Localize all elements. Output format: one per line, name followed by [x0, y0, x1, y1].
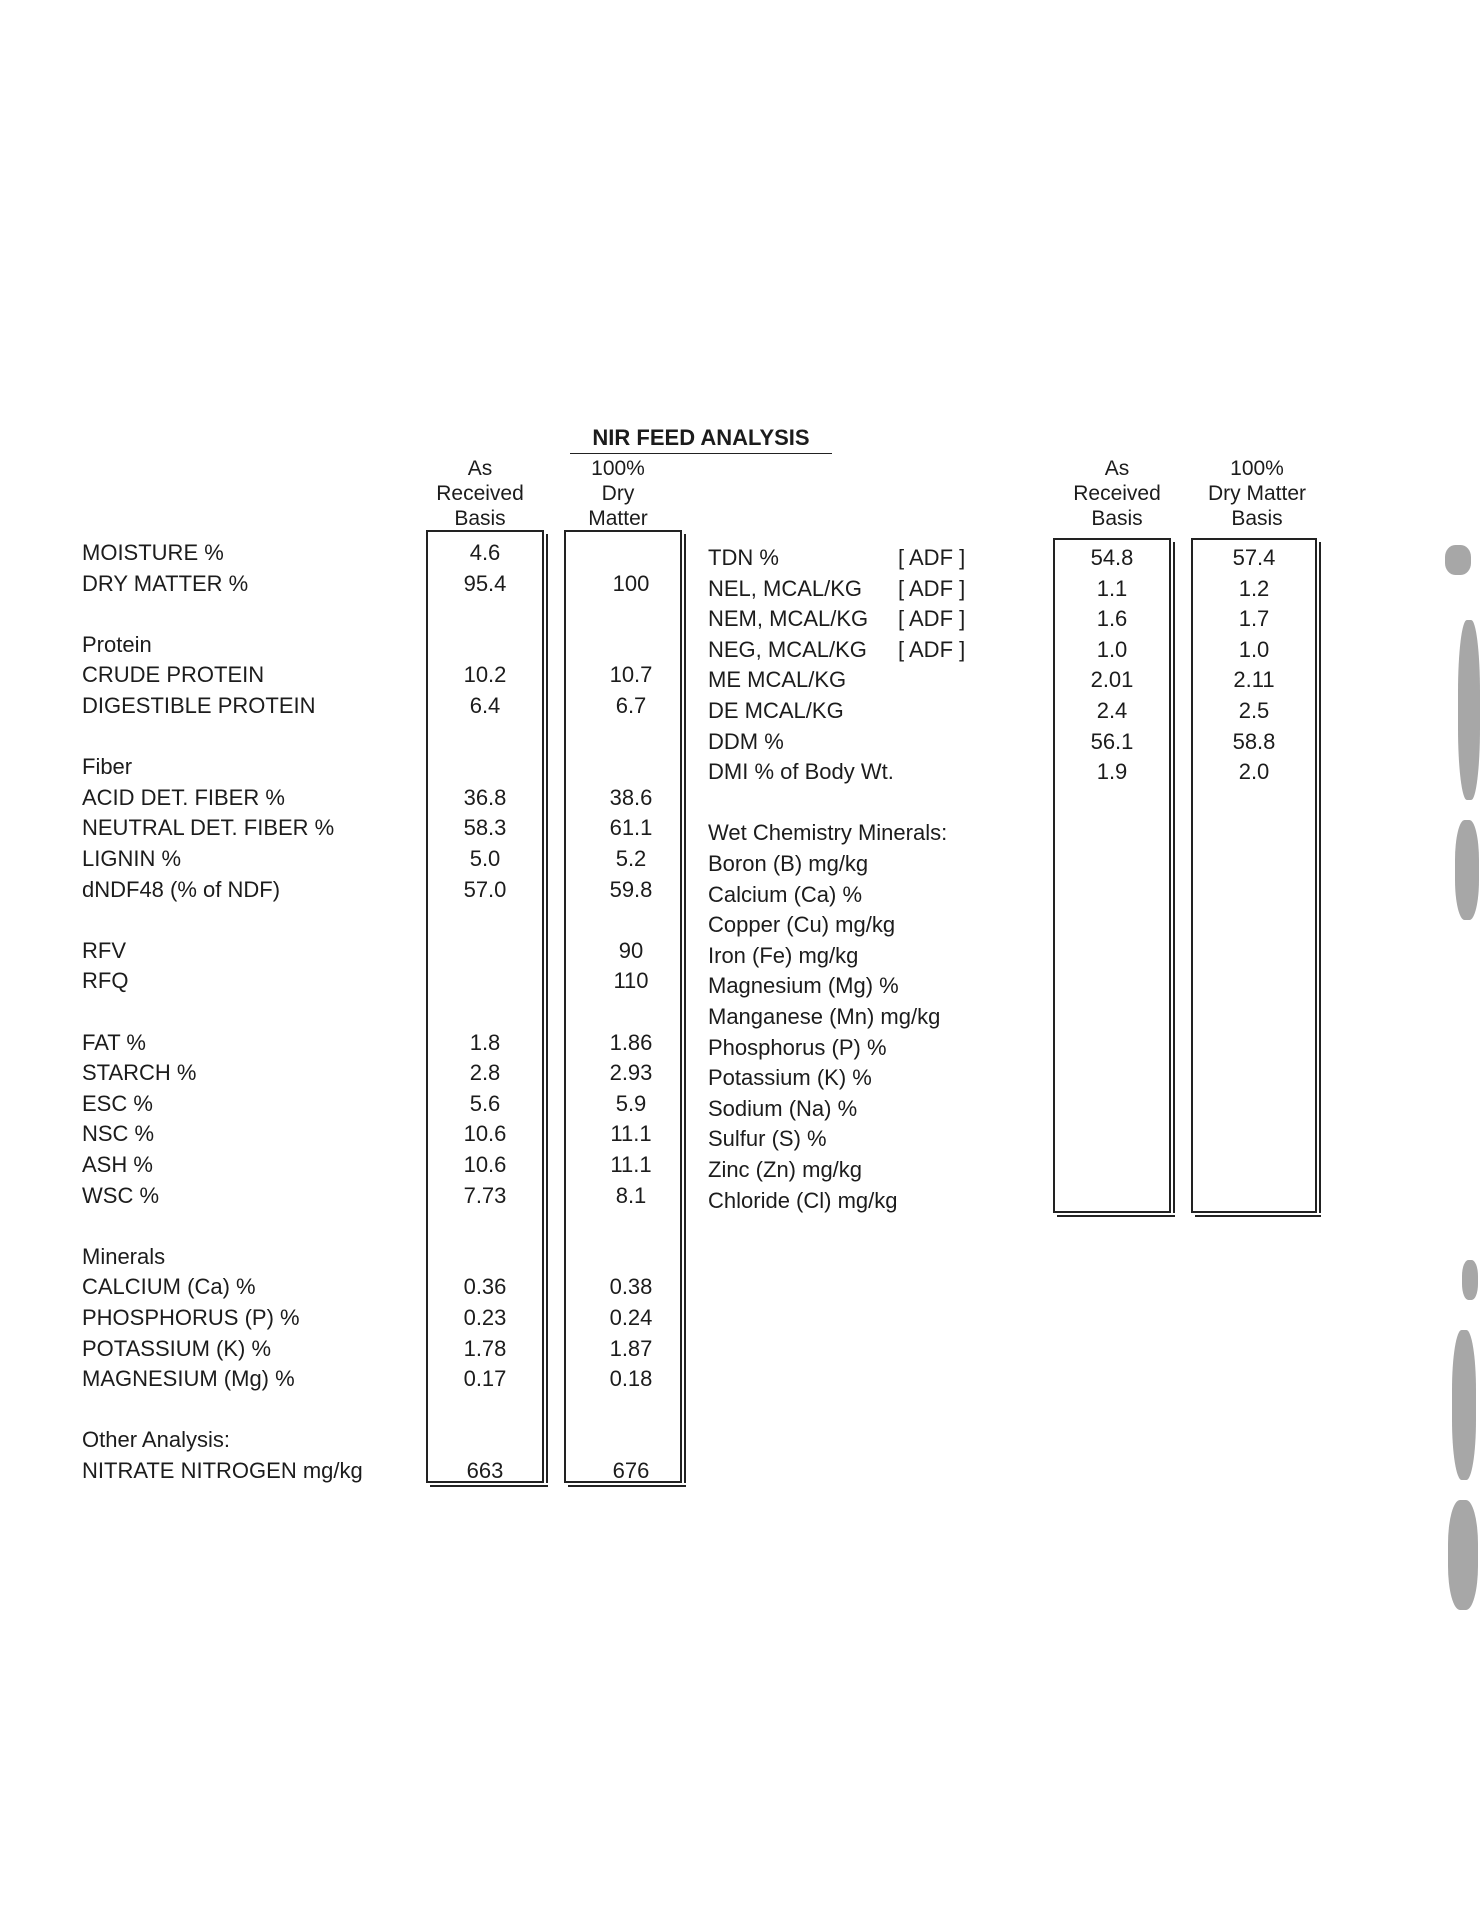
left-row-dry-matter-value: 10.7: [609, 662, 653, 687]
left-row-as-received-value: 10.6: [463, 1121, 507, 1146]
right-row-label: Manganese (Mn) mg/kg: [708, 1004, 941, 1029]
right-row-dry-matter-value: 1.2: [1238, 576, 1270, 601]
left-row-as-received-value: 2.8: [469, 1060, 501, 1085]
right-row-label: NEL, MCAL/KG: [708, 576, 863, 601]
left-row-label: MOISTURE %: [82, 540, 224, 565]
left-row-dry-matter-value: 0.24: [609, 1305, 653, 1330]
left-row-dry-matter-value: 59.8: [609, 877, 653, 902]
scan-speck: [1458, 620, 1480, 800]
left-row-as-received-value: 58.3: [463, 815, 507, 840]
right-row-label: Sulfur (S) %: [708, 1126, 827, 1151]
left-row-label: NSC %: [82, 1121, 155, 1146]
right-row-label: Sodium (Na) %: [708, 1096, 858, 1121]
right-row-label: Iron (Fe) mg/kg: [708, 943, 859, 968]
right-header-dry-matter: 100% Dry Matter Basis: [1207, 457, 1306, 530]
right-row-label: Copper (Cu) mg/kg: [708, 912, 896, 937]
left-row-dry-matter-value: 5.2: [615, 846, 647, 871]
right-row-label: ME MCAL/KG: [708, 667, 847, 692]
right-row-label: NEG, MCAL/KG: [708, 637, 867, 662]
left-row-as-received-value: 0.23: [463, 1305, 507, 1330]
left-row-dry-matter-value: 8.1: [615, 1183, 647, 1208]
left-row-dry-matter-value: 5.9: [615, 1091, 647, 1116]
left-row-dry-matter-value: 100: [612, 571, 650, 596]
right-row-label: Boron (B) mg/kg: [708, 851, 869, 876]
scan-speck: [1462, 1260, 1478, 1300]
left-row-label: RFV: [82, 938, 126, 963]
left-row-label: ESC %: [82, 1091, 153, 1116]
scan-speck: [1448, 1500, 1478, 1610]
left-row-label: CALCIUM (Ca) %: [82, 1274, 256, 1299]
right-row-as-received-value: 1.1: [1096, 576, 1128, 601]
scan-speck: [1452, 1330, 1476, 1480]
left-row-label: Protein: [82, 632, 152, 657]
left-row-as-received-value: 1.8: [469, 1030, 501, 1055]
left-row-label: POTASSIUM (K) %: [82, 1336, 272, 1361]
left-row-dry-matter-value: 0.38: [609, 1274, 653, 1299]
right-row-method: [ ADF ]: [898, 545, 966, 570]
left-row-dry-matter-value: 38.6: [609, 785, 653, 810]
left-row-label: Fiber: [82, 754, 133, 779]
left-row-label: DIGESTIBLE PROTEIN: [82, 693, 316, 718]
left-row-as-received-value: 36.8: [463, 785, 507, 810]
left-row-label: dNDF48 (% of NDF): [82, 877, 281, 902]
left-row-dry-matter-value: 6.7: [615, 693, 647, 718]
right-row-label: Magnesium (Mg) %: [708, 973, 899, 998]
right-row-method: [ ADF ]: [898, 637, 966, 662]
right-row-method: [ ADF ]: [898, 606, 966, 631]
left-row-label: Other Analysis:: [82, 1427, 230, 1452]
left-row-label: ASH %: [82, 1152, 153, 1177]
left-row-as-received-value: 10.2: [463, 662, 507, 687]
left-row-label: DRY MATTER %: [82, 571, 249, 596]
left-row-label: ACID DET. FIBER %: [82, 785, 285, 810]
right-row-dry-matter-value: 2.0: [1238, 759, 1270, 784]
right-row-label: Wet Chemistry Minerals:: [708, 820, 948, 845]
left-row-label: NEUTRAL DET. FIBER %: [82, 815, 335, 840]
left-row-as-received-value: 57.0: [463, 877, 507, 902]
right-row-label: DE MCAL/KG: [708, 698, 844, 723]
left-row-dry-matter-value: 90: [618, 938, 644, 963]
left-row-dry-matter-value: 676: [612, 1458, 650, 1483]
left-row-label: MAGNESIUM (Mg) %: [82, 1366, 295, 1391]
left-row-label: NITRATE NITROGEN mg/kg: [82, 1458, 363, 1483]
report-title: NIR FEED ANALYSIS: [570, 425, 832, 454]
right-row-label: Potassium (K) %: [708, 1065, 872, 1090]
left-row-as-received-value: 7.73: [463, 1183, 507, 1208]
right-row-dry-matter-value: 2.5: [1238, 698, 1270, 723]
right-row-as-received-value: 1.0: [1096, 637, 1128, 662]
left-row-dry-matter-value: 61.1: [609, 815, 653, 840]
right-row-label: Calcium (Ca) %: [708, 882, 863, 907]
right-row-as-received-value: 56.1: [1090, 729, 1134, 754]
left-row-label: RFQ: [82, 968, 129, 993]
right-header-as-received: As Received Basis: [1073, 457, 1161, 530]
right-row-as-received-value: 1.6: [1096, 606, 1128, 631]
left-row-as-received-value: 10.6: [463, 1152, 507, 1177]
scan-speck: [1455, 820, 1479, 920]
left-row-as-received-value: 6.4: [469, 693, 501, 718]
right-row-as-received-value: 1.9: [1096, 759, 1128, 784]
left-row-dry-matter-value: 1.86: [609, 1030, 653, 1055]
right-row-dry-matter-value: 1.7: [1238, 606, 1270, 631]
left-row-as-received-value: 0.36: [463, 1274, 507, 1299]
left-row-as-received-value: 5.6: [469, 1091, 501, 1116]
left-header-as-received: As Received Basis: [436, 457, 524, 530]
left-row-label: WSC %: [82, 1183, 159, 1208]
left-row-as-received-value: 4.6: [469, 540, 501, 565]
right-row-dry-matter-value: 57.4: [1232, 545, 1276, 570]
right-row-label: TDN %: [708, 545, 779, 570]
left-row-as-received-value: 0.17: [463, 1366, 507, 1391]
right-row-as-received-value: 2.01: [1090, 667, 1134, 692]
left-header-dry-matter: 100% Dry Matter: [588, 457, 648, 530]
scan-speck: [1445, 545, 1471, 575]
left-row-dry-matter-value: 110: [613, 968, 649, 993]
left-row-dry-matter-value: 2.93: [609, 1060, 653, 1085]
left-row-label: Minerals: [82, 1244, 166, 1269]
left-row-as-received-value: 1.78: [463, 1336, 507, 1361]
right-row-label: Chloride (Cl) mg/kg: [708, 1188, 898, 1213]
left-row-as-received-value: 95.4: [463, 571, 507, 596]
right-row-label: DMI % of Body Wt.: [708, 759, 894, 784]
left-row-as-received-value: 663: [466, 1458, 504, 1483]
left-row-as-received-value: 5.0: [469, 846, 501, 871]
left-row-label: LIGNIN %: [82, 846, 182, 871]
right-row-method: [ ADF ]: [898, 576, 966, 601]
right-row-dry-matter-value: 1.0: [1238, 637, 1270, 662]
left-row-dry-matter-value: 1.87: [609, 1336, 653, 1361]
left-row-dry-matter-value: 11.1: [610, 1121, 652, 1146]
right-row-label: NEM, MCAL/KG: [708, 606, 869, 631]
left-row-label: CRUDE PROTEIN: [82, 662, 265, 687]
left-row-label: PHOSPHORUS (P) %: [82, 1305, 300, 1330]
left-row-dry-matter-value: 11.1: [610, 1152, 652, 1177]
right-row-as-received-value: 54.8: [1090, 545, 1134, 570]
left-row-label: FAT %: [82, 1030, 146, 1055]
left-row-dry-matter-value: 0.18: [609, 1366, 653, 1391]
left-row-label: STARCH %: [82, 1060, 197, 1085]
right-row-dry-matter-value: 58.8: [1232, 729, 1276, 754]
right-row-label: Zinc (Zn) mg/kg: [708, 1157, 863, 1182]
right-row-label: Phosphorus (P) %: [708, 1035, 887, 1060]
right-row-as-received-value: 2.4: [1096, 698, 1128, 723]
right-row-label: DDM %: [708, 729, 784, 754]
right-row-dry-matter-value: 2.11: [1233, 667, 1275, 692]
